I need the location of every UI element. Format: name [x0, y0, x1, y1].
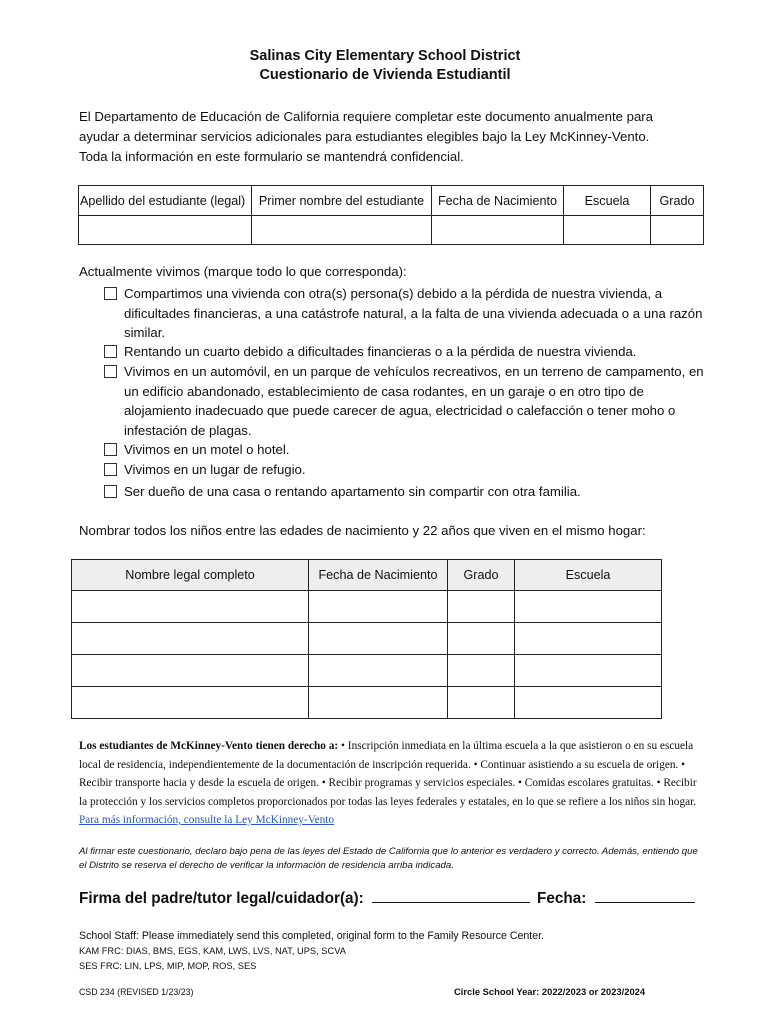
checkbox[interactable]: [104, 443, 117, 456]
child-school-field[interactable]: [515, 623, 662, 655]
school-year: Circle School Year: 2022/2023 or 2023/2024: [454, 986, 646, 997]
col-header-school: Escuela: [564, 186, 651, 216]
rights-text: • Inscripción inmediata en la última escuela a la que asistieron o en su escuela local de residencia, independientemente de la documentación de inscripción requerida. • Continuar asistiendo a su escuela de origen. • Recibir transporte hacia y desde la escuela de origen. • Recibir programas y servicios especiales. • Comidas escolares gratuitas. • Recibir la protección y los servicios completos proporcionados por todas las leyes federales y estatales, en lo que se refiere a los niños sin hogar.: [79, 740, 697, 808]
col-header-first-name: Primer nombre del estudiante: [252, 186, 432, 216]
checkbox[interactable]: [104, 463, 117, 476]
date-line[interactable]: [595, 888, 695, 903]
option-label: Vivimos en un lugar de refugio.: [124, 462, 306, 477]
child-birthdate-field[interactable]: [309, 655, 448, 687]
child-grade-field[interactable]: [448, 687, 515, 719]
option-label: Ser dueño de una casa o rentando apartamento sin compartir con otra familia.: [124, 484, 581, 499]
table-row: [72, 687, 662, 719]
child-birthdate-field[interactable]: [309, 591, 448, 623]
intro-line: ayudar a determinar servicios adicionales para estudiantes elegibles bajo la Ley McKinney-Vento.: [79, 129, 650, 144]
housing-option: [104, 284, 704, 343]
child-birthdate-field[interactable]: [309, 623, 448, 655]
child-birthdate-field[interactable]: [309, 687, 448, 719]
child-grade-field[interactable]: [448, 655, 515, 687]
intro-line: Toda la información en este formulario se mantendrá confidencial.: [79, 149, 464, 164]
col-header-birthdate: Fecha de Nacimiento: [432, 186, 564, 216]
ses-frc-list: SES FRC: LIN, LPS, MIP, MOP, ROS, SES: [79, 961, 257, 971]
child-school-field[interactable]: [515, 655, 662, 687]
signature-label-text: Firma del padre/tutor legal/cuidador(a):: [79, 890, 364, 907]
rights-heading: Los estudiantes de McKinney-Vento tienen derecho a:: [79, 740, 339, 752]
child-grade-field[interactable]: [448, 623, 515, 655]
mckinney-vento-link[interactable]: Para más información, consulte la Ley McKinney-Vento: [79, 814, 335, 826]
signature-line[interactable]: [372, 888, 530, 903]
child-name-field[interactable]: [72, 623, 309, 655]
intro-paragraph: [79, 107, 719, 167]
last-name-field[interactable]: [79, 216, 252, 245]
child-name-field[interactable]: [72, 655, 309, 687]
student-info-table: [78, 185, 704, 245]
form-id: CSD 234 (REVISED 1/23/23): [79, 987, 194, 997]
col-header-grade: Grado: [448, 560, 515, 591]
option-label: Vivimos en un motel o hotel.: [124, 442, 290, 457]
col-header-last-name: Apellido del estudiante (legal): [79, 186, 252, 216]
option-label: Compartimos una vivienda con otra(s) persona(s) debido a la pérdida de nuestra vivienda, a dificultades financieras, a una catástrofe natural, a la falta de una vivienda adecuada o a una razón similar.: [124, 286, 703, 340]
kam-frc-list: KAM FRC: DIAS, BMS, EGS, KAM, LWS, LVS, NAT, UPS, SCVA: [79, 946, 346, 956]
housing-option: [104, 460, 704, 480]
housing-option: [104, 342, 704, 362]
col-header-birthdate: Fecha de Nacimiento: [309, 560, 448, 591]
table-row: [72, 655, 662, 687]
date-label: [537, 888, 695, 908]
child-school-field[interactable]: [515, 591, 662, 623]
table-row: [79, 216, 704, 245]
table-row: [72, 623, 662, 655]
checkbox[interactable]: [104, 365, 117, 378]
checkbox[interactable]: [104, 287, 117, 300]
option-label: Vivimos en un automóvil, en un parque de vehículos recreativos, en un terreno de campamento, en un edificio abandonado, establecimiento de casa rodantes, en un garaje o en otro tipo de alojamiento inadecuado que puede carecer de agua, electricidad o calefacción o tener moho o infestación de plagas.: [124, 364, 704, 438]
col-header-grade: Grado: [651, 186, 704, 216]
date-label-text: Fecha:: [537, 890, 587, 907]
first-name-field[interactable]: [252, 216, 432, 245]
grade-field[interactable]: [651, 216, 704, 245]
col-header-school: Escuela: [515, 560, 662, 591]
district-name: Salinas City Elementary School District: [249, 48, 521, 64]
checkbox[interactable]: [104, 485, 117, 498]
table-header-row: [72, 560, 662, 591]
form-title: Cuestionario de Vivienda Estudiantil: [259, 67, 511, 83]
intro-line: El Departamento de Educación de California requiere completar este documento anualmente para: [79, 109, 653, 124]
col-header-name: Nombre legal completo: [72, 560, 309, 591]
child-grade-field[interactable]: [448, 591, 515, 623]
housing-question: Actualmente vivimos (marque todo lo que corresponda):: [79, 264, 407, 279]
housing-option: [104, 440, 704, 460]
checkbox[interactable]: [104, 345, 117, 358]
housing-option: [104, 482, 704, 502]
birthdate-field[interactable]: [432, 216, 564, 245]
option-label: Rentando un cuarto debido a dificultades financieras o a la pérdida de nuestra vivienda.: [124, 344, 637, 359]
staff-note: School Staff: Please immediately send this completed, original form to the Family Resource Center.: [79, 930, 544, 942]
housing-option: [104, 362, 704, 440]
school-field[interactable]: [564, 216, 651, 245]
children-prompt: Nombrar todos los niños entre las edades de nacimiento y 22 años que viven en el mismo hogar:: [79, 523, 646, 538]
child-name-field[interactable]: [72, 591, 309, 623]
sworn-statement: Al firmar este cuestionario, declaro bajo pena de las leyes del Estado de California que lo anterior es verdadero y correcto. Además, entiendo que el Distrito se reserva el derecho de verificar la información de residencia arriba indicada.: [79, 846, 698, 871]
table-header-row: [79, 186, 704, 216]
children-table: [71, 559, 662, 719]
signature-label: [79, 888, 530, 908]
child-school-field[interactable]: [515, 687, 662, 719]
rights-paragraph: [79, 737, 699, 830]
child-name-field[interactable]: [72, 687, 309, 719]
table-row: [72, 591, 662, 623]
